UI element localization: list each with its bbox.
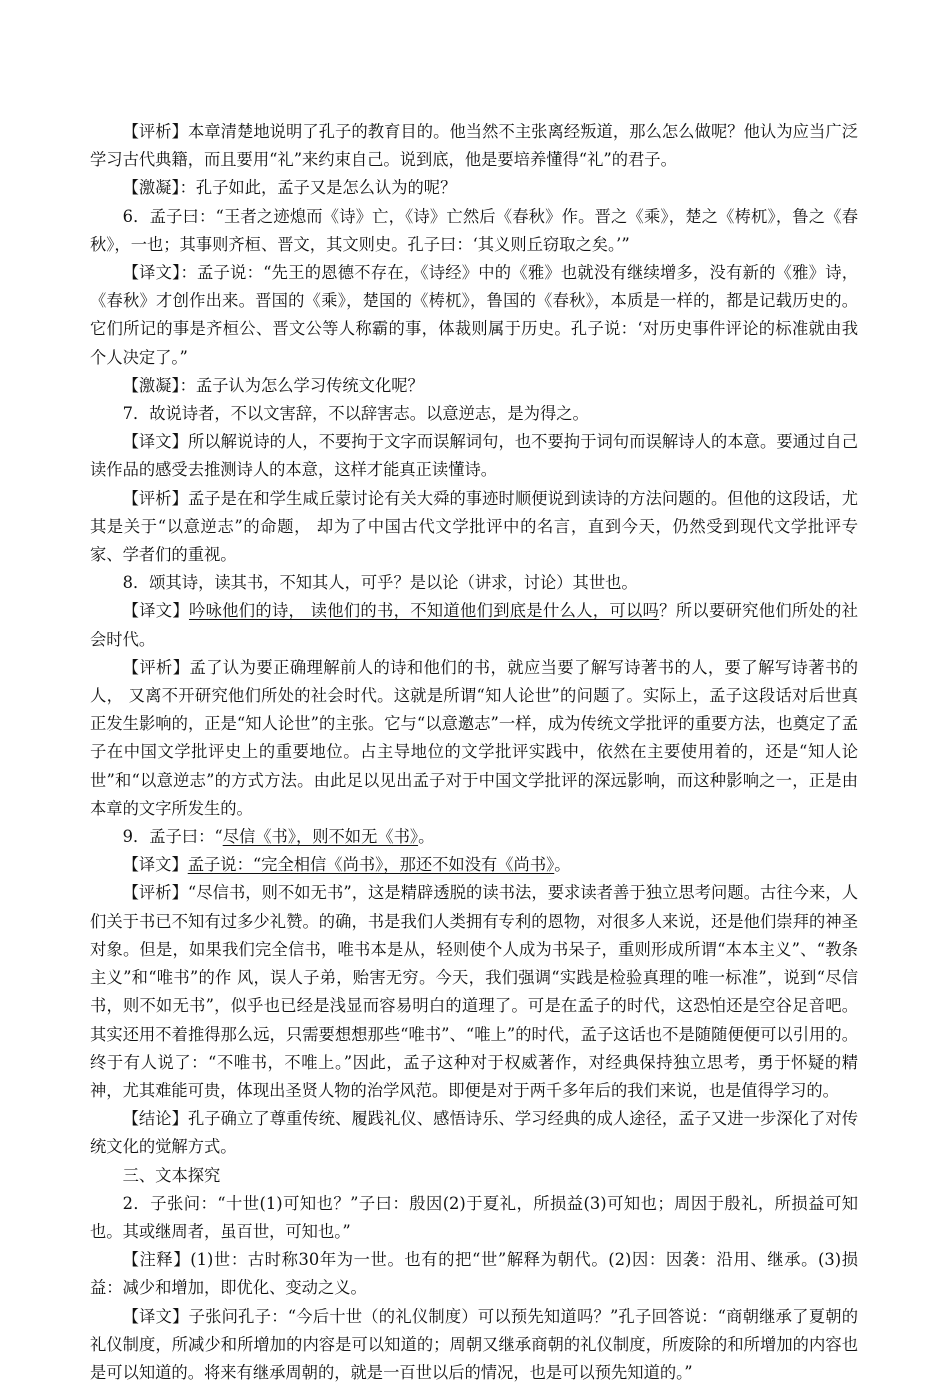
text-span: 【译文】 [122, 855, 188, 875]
text-span: 8．颂其诗，读其书，不知其人，可乎？是以论（讲求，讨论）其世也。 [122, 573, 638, 593]
text-span: 。 [418, 827, 435, 847]
text-span: 【结论】孔子确立了尊重传统、履践礼仪、感悟诗乐、学习经典的成人途径，孟子又进一步深化了对传统文化的觉解方式。 [90, 1109, 858, 1157]
paragraph-p9 [90, 569, 858, 597]
paragraph-p3 [90, 203, 858, 259]
text-span: 【译文】子张问孔子：“今后十世（的礼仪制度）可以预先知道吗？”孔子回答说：“商朝继承了夏朝的礼仪制度，所减少和所增加的内容是可以知道的；周朝又继承商朝的礼仪制度，所废除的和所增加的内容也是可以知道的。将来有继承周朝的，就是一百世以后的情况，也是可以预先知道的。” [90, 1306, 858, 1382]
text-span: 7．故说诗者，不以文害辞，不以辞害志。以意逆志，是为得之。 [122, 404, 589, 424]
text-span: 2．子张问：“十世(1)可知也？”子曰：殷因(2)于夏礼，所损益(3)可知也；周因于殷礼，所损益可知也。其或继周者，虽百世，可知也。” [90, 1193, 858, 1241]
paragraph-p6 [90, 400, 858, 428]
text-span: 【注释】(1)世：古时称30年为一世。也有的把“世”解释为朝代。(2)因：因袭：沿用、继承。(3)损益：减少和增加，即优化、变动之义。 [90, 1250, 858, 1298]
paragraph-p1 [90, 118, 858, 174]
text-span: 6．孟子曰：“王者之迹熄而《诗》亡，《诗》亡然后《春秋》作。晋之《乘》，楚之《梼杌》，鲁之《春秋》，一也；其事则齐桓、晋文，其文则史。孔子曰：‘其义则丘窃取之矣。’” [90, 206, 858, 254]
text-span: 【译文】 [122, 601, 189, 621]
underlined-text: 吟咏他们的诗， 读他们的书，不知道他们到底是什么人，可以吗 [188, 601, 660, 621]
text-span: 【译文】：孟子说：“先王的恩德不存在，《诗经》中的《雅》也就没有继续增多，没有新的《雅》诗，《春秋》才创作出来。晋国的《乘》，楚国的《梼杌》，鲁国的《春秋》，本质是一样的，都是记载历史的。它们所记的事是齐桓公、晋文公等人称霸的事，体裁则属于历史。孔子说：‘对历史事件评论的标准就由我个人决定了。” [90, 263, 858, 367]
paragraph-p12 [90, 823, 858, 851]
text-span: 三、文本探究 [122, 1165, 221, 1185]
document-page [90, 118, 858, 1387]
paragraph-p8 [90, 485, 858, 570]
text-span: 【激凝】：孟子认为怎么学习传统文化呢？ [122, 375, 424, 395]
text-span: 【评析】孟了认为要正确理解前人的诗和他们的书，就应当要了解写诗著书的人，要了解写诗著书的人， 又离不开研究他们所处的社会时代。这就是所谓“知人论世”的问题了。实际上，孟子这段话对后世真正发生影响的，正是“知人论世”的主张。它与“以意邀志”一样，成为传统文学批评的重要方法，也奠定了孟子在中国文学批评史上的重要地位。占主导地位的文学批评实践中，依然在主要使用着的，还是“知人论世”和“以意逆志”的方式方法。由此足以见出孟子对于中国文学批评的深远影响，而这种影响之一，正是由本章的文字所发生的。 [90, 657, 858, 818]
paragraph-p19 [90, 1303, 858, 1387]
paragraph-p10 [90, 597, 858, 653]
paragraph-p13 [90, 851, 858, 879]
paragraph-p15 [90, 1105, 858, 1161]
text-span: 。 [554, 855, 571, 875]
text-span: 【评析】“尽信书，则不如无书”，这是精辟透脱的读书法，要求读者善于独立思考问题。古往今来，人们关于书已不知有过多少礼赞。的确，书是我们人类拥有专利的恩物，对很多人来说，还是他们崇拜的神圣对象。但是，如果我们完全信书，唯书本是从，轻则使个人成为书呆子，重则形成所谓“本本主义”、“教条主义”和“唯书”的作 风，误人子弟，贻害无穷。今天，我们强调“实践是检验真理的唯一标准”，说到“尽信书，则不如无书”，似乎也已经是浅显而容易明白的道理了。可是在孟子的时代，这恐怕还是空谷足音吧。其实还用不着推得那么远，只需要想想那些“唯书”、“唯上”的时代，孟子这话也不是随随便便可以引用的。终于有人说了：“不唯书，不唯上。”因此，孟子这种对于权威著作，对经典保持独立思考，勇于怀疑的精神，尤其难能可贵，体现出圣贤人物的治学风范。即便是对于两千多年后的我们来说，也是值得学习的。 [90, 883, 858, 1100]
paragraph-p14 [90, 879, 858, 1105]
paragraph-p2 [90, 174, 858, 202]
paragraph-p18 [90, 1246, 858, 1302]
underlined-text: 孟子说：“完全相信《尚书》，那还不如没有《尚书》 [187, 855, 555, 875]
paragraph-p17 [90, 1190, 858, 1246]
text-span: 【激凝】：孔子如此，孟子又是怎么认为的呢？ [122, 178, 457, 198]
paragraph-p7 [90, 428, 858, 484]
underlined-text: 尽信《书》，则不如无《书》 [222, 827, 419, 847]
text-span: 【评析】本章清楚地说明了孔子的教育目的。他当然不主张离经叛道，那么怎么做呢？他认为应当广泛学习古代典籍，而且要用“礼”来约束自己。说到底，他是要培养懂得“礼”的君子。 [90, 122, 858, 170]
text-span: 【译文】所以解说诗的人，不要拘于文字而误解词句，也不要拘于词句而误解诗人的本意。要通过自己读作品的感受去推测诗人的本意，这样才能真正读懂诗。 [90, 432, 858, 480]
paragraph-p16 [90, 1162, 858, 1190]
paragraph-p11 [90, 654, 858, 823]
text-span: 9．孟子曰：“ [122, 827, 223, 847]
text-span: 【评析】孟子是在和学生咸丘蒙讨论有关大舜的事迹时顺便说到读诗的方法问题的。但他的这段话，尤其是关于“以意逆志”的命题， 却为了中国古代文学批评中的名言，直到今天，仍然受到现代文学批评专家、学者们的重视。 [90, 488, 858, 565]
paragraph-p5 [90, 372, 858, 400]
text-span: ？所以要研究他们所处的社会时代。 [90, 601, 858, 649]
paragraph-p4 [90, 259, 858, 372]
